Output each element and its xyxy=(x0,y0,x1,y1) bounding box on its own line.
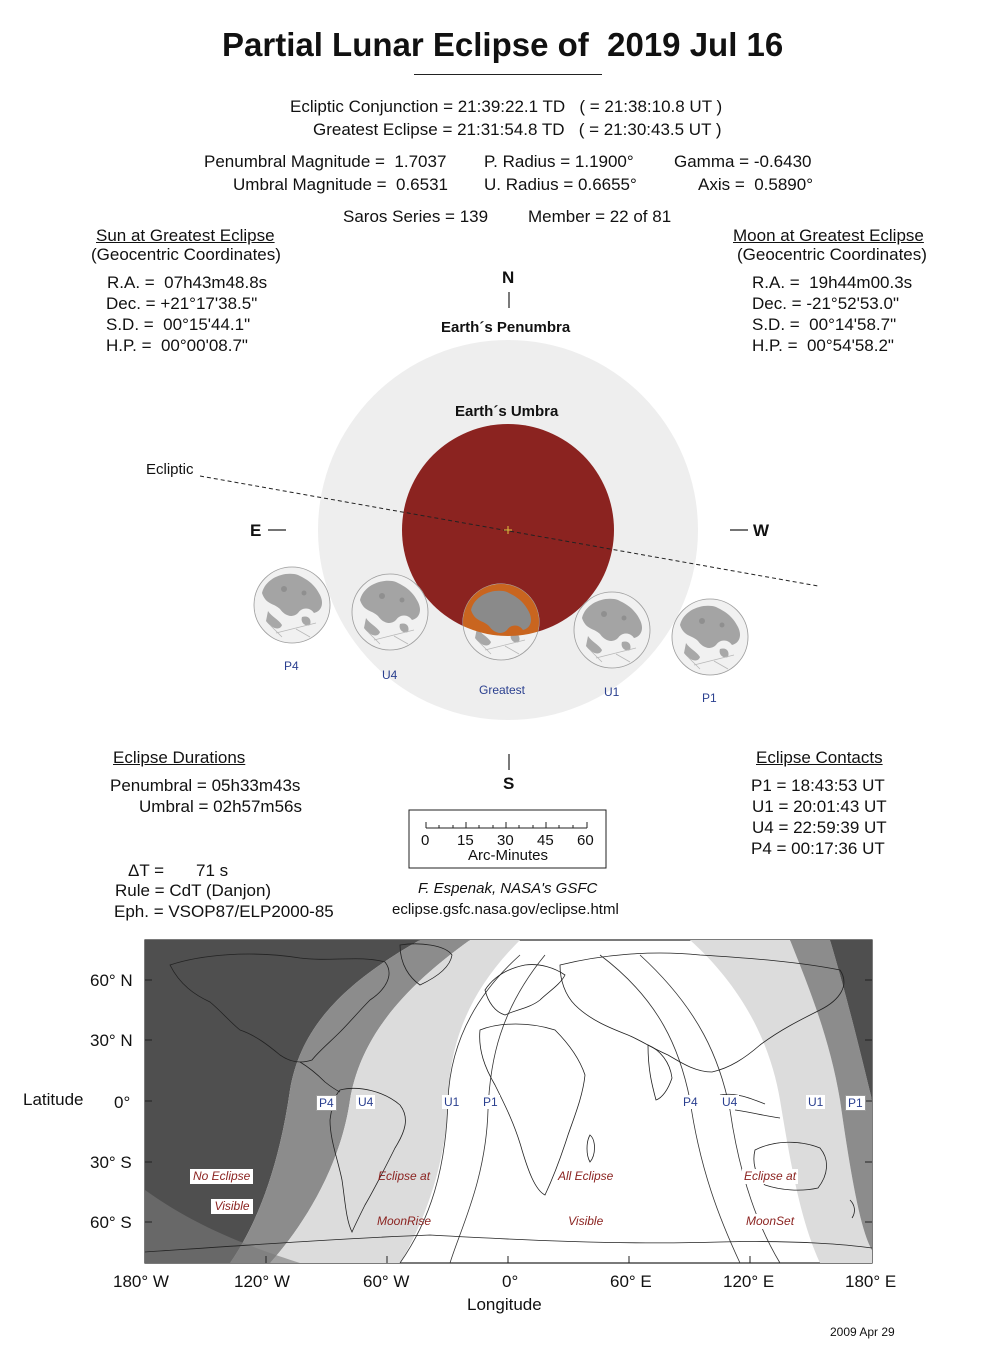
map-tag-u4-left: U4 xyxy=(358,1095,374,1109)
map-tag-u1-right: U1 xyxy=(808,1095,824,1109)
durations-heading: Eclipse Durations xyxy=(113,748,246,767)
east-label: E xyxy=(250,521,262,540)
ephemeris: Eph. = VSOP87/ELP2000-85 xyxy=(114,902,334,921)
lon-label-60w: 60° W xyxy=(363,1272,410,1291)
moon-p1 xyxy=(672,599,748,675)
footer-date: 2009 Apr 29 xyxy=(830,1325,895,1339)
sun-hp: H.P. = 00°00'08.7" xyxy=(106,336,248,355)
sun-ra: R.A. = 07h43m48.8s xyxy=(107,273,268,292)
north-label: N xyxy=(502,268,515,287)
lat-label-30n: 30° N xyxy=(90,1031,133,1050)
south-label: S xyxy=(503,774,515,793)
moon-hp: H.P. = 00°54'58.2" xyxy=(752,336,894,355)
moon-label-p4: P4 xyxy=(284,659,299,673)
page-title: Partial Lunar Eclipse of 2019 Jul 16 xyxy=(222,26,784,63)
scale-label: Arc-Minutes xyxy=(468,847,549,864)
scale-tick-15: 15 xyxy=(457,832,474,849)
map-tag-u1-left: U1 xyxy=(444,1095,460,1109)
duration-umbral: Umbral = 02h57m56s xyxy=(139,797,303,816)
moon-subheading: (Geocentric Coordinates) xyxy=(737,245,927,264)
lon-label-120w: 120° W xyxy=(234,1272,290,1291)
map-tag-p1-right: P1 xyxy=(845,1095,866,1111)
moon-sd: S.D. = 00°14'58.7" xyxy=(752,315,897,334)
lat-label-60s: 60° S xyxy=(90,1213,132,1232)
umbra-label: Earth´s Umbra xyxy=(455,403,559,420)
p-radius: P. Radius = 1.1900° xyxy=(484,152,634,171)
lon-label-60e: 60° E xyxy=(610,1272,652,1291)
lon-label-180w: 180° W xyxy=(113,1272,169,1291)
moon-dec: Dec. = -21°52'53.0" xyxy=(752,294,899,313)
u-radius: U. Radius = 0.6655° xyxy=(484,175,637,194)
west-label: W xyxy=(753,521,770,540)
contact-p1: P1 = 18:43:53 UT xyxy=(751,776,885,795)
map-tag-p4-left: P4 xyxy=(316,1095,337,1111)
region-all-visible: All Eclipse Visible xyxy=(558,1169,614,1228)
duration-penumbral: Penumbral = 05h33m43s xyxy=(110,776,301,795)
map-tag-p4-right: P4 xyxy=(683,1095,698,1109)
moon-u4 xyxy=(352,574,428,650)
lat-label-30s: 30° S xyxy=(90,1153,132,1172)
contact-p4: P4 = 00:17:36 UT xyxy=(751,839,885,858)
moon-ra: R.A. = 19h44m00.3s xyxy=(752,273,913,292)
scale-tick-60: 60 xyxy=(577,832,594,849)
gamma: Gamma = -0.6430 xyxy=(674,152,812,171)
ecliptic-label: Ecliptic xyxy=(146,461,194,478)
saros-series: Saros Series = 139 xyxy=(343,207,489,226)
umbral-magnitude: Umbral Magnitude = 0.6531 xyxy=(233,175,448,194)
moon-label-p1: P1 xyxy=(702,691,717,705)
region-no-eclipse: No Eclipse Visible xyxy=(190,1139,253,1214)
rule: Rule = CdT (Danjon) xyxy=(115,881,272,900)
scale-tick-0: 0 xyxy=(421,832,430,849)
moon-heading: Moon at Greatest Eclipse xyxy=(733,226,924,245)
ecliptic-conjunction: Ecliptic Conjunction = 21:39:22.1 TD ( = 21:38:10.8 UT ) xyxy=(290,97,723,116)
lon-label-180e: 180° E xyxy=(845,1272,897,1291)
sun-heading: Sun at Greatest Eclipse xyxy=(96,226,275,245)
credit: F. Espenak, NASA's GSFC xyxy=(418,880,598,897)
lon-label-0: 0° xyxy=(502,1272,519,1291)
lat-label-60n: 60° N xyxy=(90,971,133,990)
sun-sd: S.D. = 00°15'44.1" xyxy=(106,315,251,334)
moon-label-u1: U1 xyxy=(604,685,620,699)
contact-u1: U1 = 20:01:43 UT xyxy=(752,797,887,816)
axis: Axis = 0.5890° xyxy=(698,175,814,194)
longitude-title: Longitude xyxy=(467,1295,542,1314)
region-moonrise: Eclipse at MoonRise xyxy=(377,1169,432,1228)
contacts-heading: Eclipse Contacts xyxy=(756,748,883,767)
delta-t-label: ΔT = xyxy=(128,861,165,880)
greatest-eclipse: Greatest Eclipse = 21:31:54.8 TD ( = 21:30:43.5 UT ) xyxy=(313,120,722,139)
sun-subheading: (Geocentric Coordinates) xyxy=(91,245,281,264)
latitude-title: Latitude xyxy=(23,1090,84,1109)
moon-label-u4: U4 xyxy=(382,668,398,682)
credit-url[interactable]: eclipse.gsfc.nasa.gov/eclipse.html xyxy=(392,901,619,918)
map-tag-p1-left: P1 xyxy=(483,1095,498,1109)
moon-label-greatest: Greatest xyxy=(479,683,526,697)
penumbral-magnitude: Penumbral Magnitude = 1.7037 xyxy=(204,152,447,171)
map-tag-u4-right: U4 xyxy=(722,1095,738,1109)
scale-tick-45: 45 xyxy=(537,832,554,849)
lon-label-120e: 120° E xyxy=(723,1272,775,1291)
region-moonset: Eclipse at MoonSet xyxy=(744,1169,797,1228)
lat-label-0: 0° xyxy=(114,1093,131,1112)
delta-t-value: 71 s xyxy=(196,861,229,880)
saros-member: Member = 22 of 81 xyxy=(528,207,672,226)
moon-u1 xyxy=(574,592,650,668)
scale-tick-30: 30 xyxy=(497,832,514,849)
contact-u4: U4 = 22:59:39 UT xyxy=(752,818,887,837)
sun-dec: Dec. = +21°17'38.5" xyxy=(106,294,258,313)
penumbra-label: Earth´s Penumbra xyxy=(441,319,571,336)
moon-p4 xyxy=(254,567,330,643)
